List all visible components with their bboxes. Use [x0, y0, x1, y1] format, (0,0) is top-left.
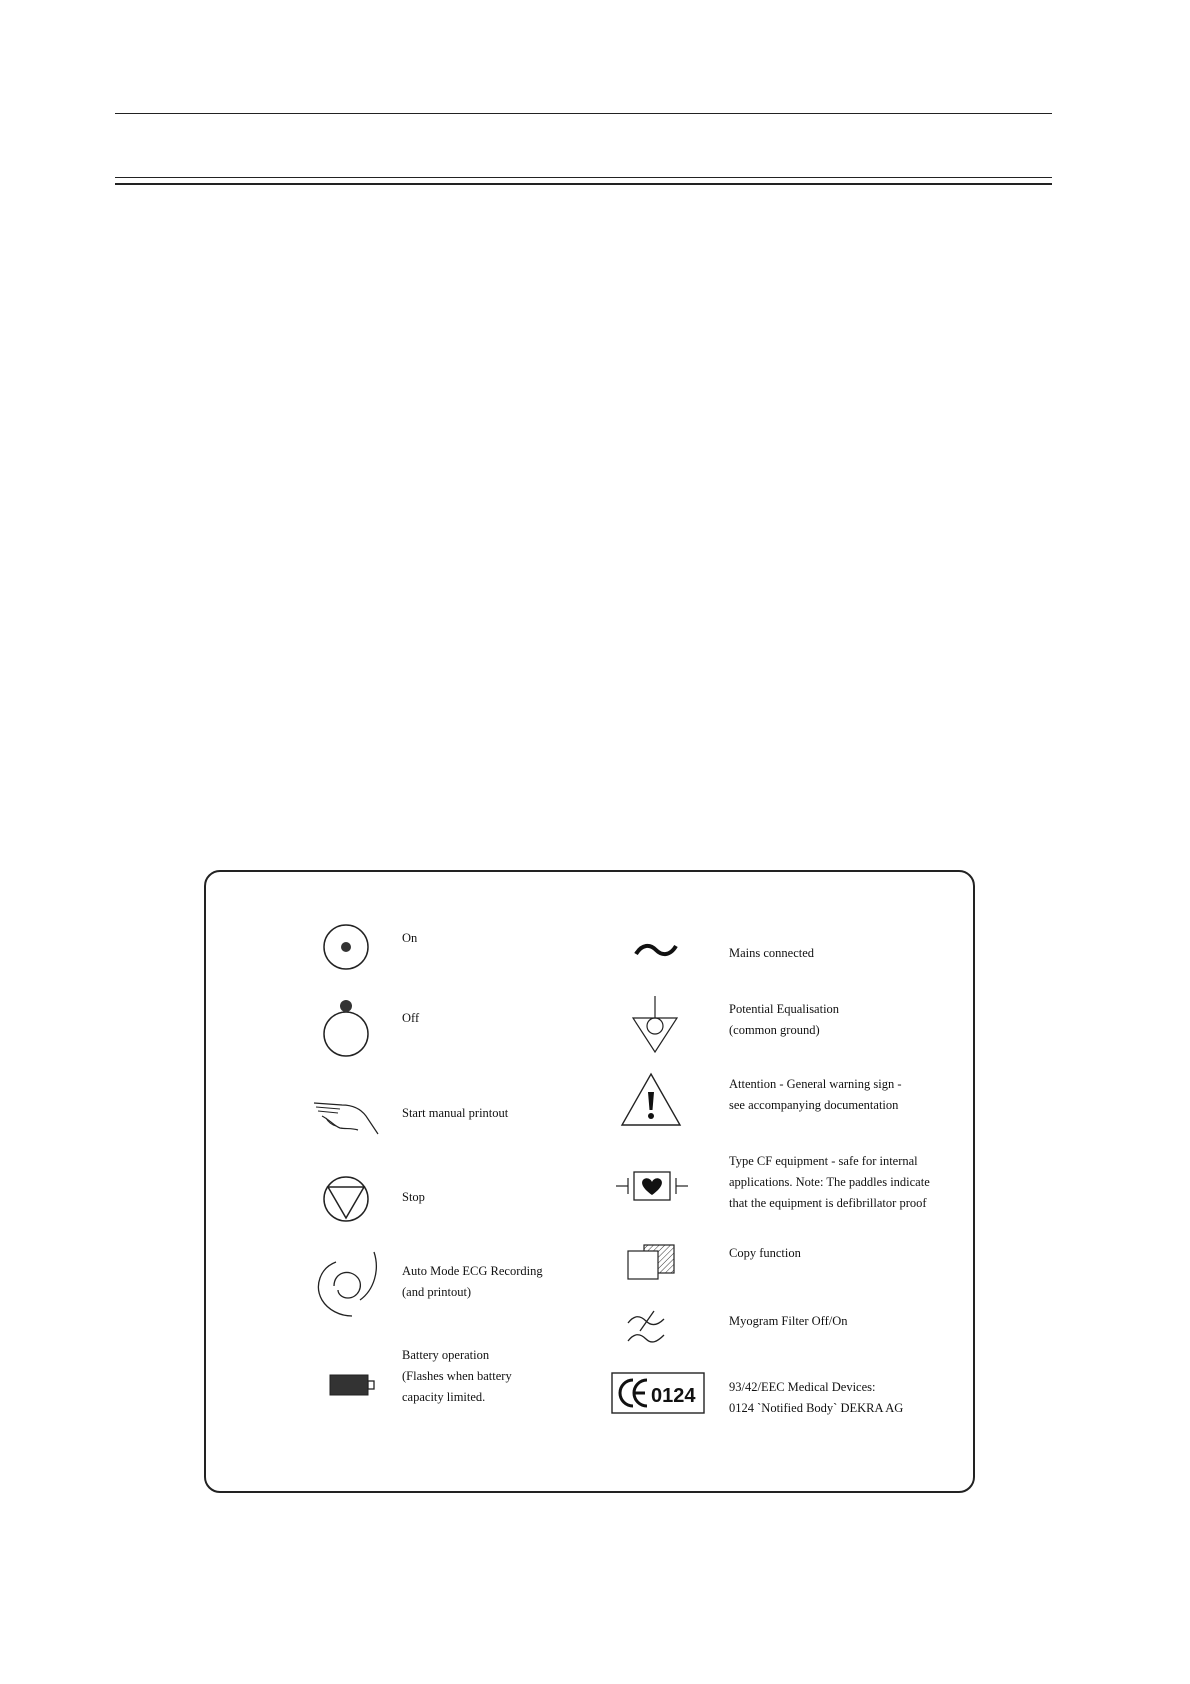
symbol-label-ce-mark: 93/42/EEC Medical Devices: 0124 `Notified Body` DEKRA AG	[729, 1380, 904, 1415]
warning-icon	[619, 1072, 683, 1128]
svg-text:0124: 0124	[651, 1385, 696, 1407]
symbol-label-warning: Attention - General warning sign - see accompanying documentation	[729, 1077, 902, 1112]
symbol-label-on: On	[402, 931, 418, 945]
potential-equalisation-icon	[630, 996, 680, 1056]
header-rule	[115, 113, 1052, 114]
copy-icon	[626, 1244, 676, 1280]
symbol-label-copy: Copy function	[729, 1246, 801, 1260]
header-double-rule-lower	[115, 183, 1052, 185]
myogram-filter-icon	[626, 1309, 666, 1345]
symbol-label-hand: Start manual printout	[402, 1106, 509, 1120]
header-double-rule-upper	[115, 177, 1052, 178]
type-cf-icon	[616, 1169, 688, 1203]
on-icon	[321, 922, 371, 972]
stop-icon	[321, 1174, 371, 1224]
symbol-label-mains: Mains connected	[729, 946, 815, 960]
symbol-label-off: Off	[402, 1011, 420, 1025]
symbol-label-auto-mode: Auto Mode ECG Recording (and printout)	[402, 1264, 543, 1299]
battery-icon	[330, 1373, 376, 1397]
symbols-legend-panel	[204, 870, 975, 1493]
auto-mode-icon	[312, 1250, 382, 1320]
mains-icon	[634, 942, 678, 960]
symbol-label-potential-equalisation: Potential Equalisation (common ground)	[729, 1002, 840, 1037]
symbol-label-myogram-filter: Myogram Filter Off/On	[729, 1314, 848, 1328]
hand-icon	[312, 1098, 382, 1138]
symbol-label-type-cf: Type CF equipment - safe for internal applications. Note: The paddles indicate that the equipment is defibrillator proof	[729, 1154, 930, 1210]
symbol-label-stop: Stop	[402, 1190, 425, 1204]
symbol-label-battery: Battery operation (Flashes when battery capacity limited.	[402, 1348, 512, 1404]
ce-mark-icon	[611, 1372, 705, 1414]
off-icon	[321, 994, 371, 1060]
